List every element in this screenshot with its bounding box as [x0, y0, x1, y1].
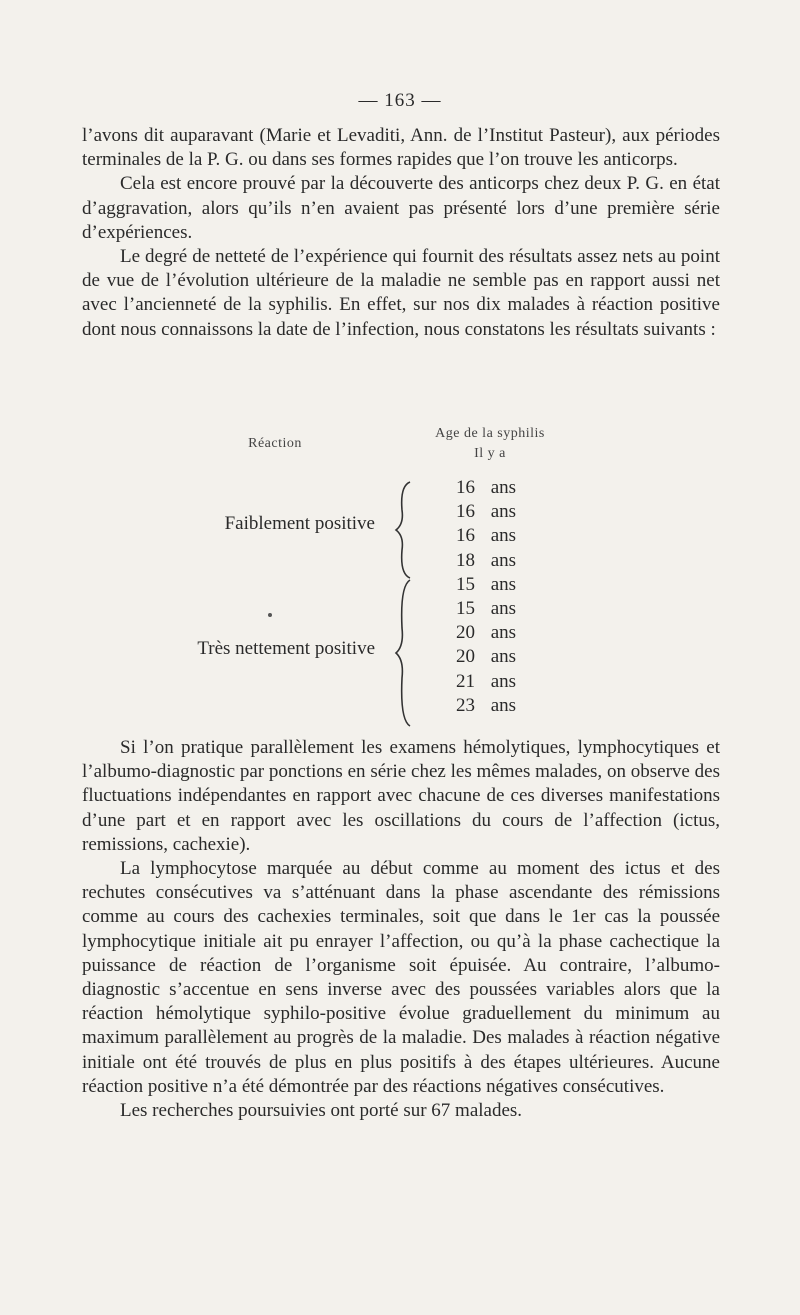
- year-value: 20: [456, 646, 475, 668]
- year-row: [456, 500, 516, 524]
- year-row: [456, 524, 516, 548]
- year-value: 18: [456, 549, 475, 571]
- year-unit: ans: [490, 670, 517, 692]
- year-row: [456, 694, 516, 718]
- brace-group1: [392, 480, 422, 580]
- years-list: [456, 476, 516, 718]
- year-unit: ans: [490, 598, 517, 620]
- year-value: 20: [456, 622, 475, 644]
- paragraph: La lymphocytose marquée au début comme au moment des ictus et des rechutes consécutives va s’atténuant dans la phase ascendante des rémissions comme au cours des cachexies terminales, soit que dans le 1er cas la poussée lymphocytique initiale ait pu enrayer l’affection, ou qu’à la phase cachectique la puissance de réaction de l’organisme soit épuisée. Au contraire, l’albumo-diagnostic s’accentue en sens inverse avec des poussées variables alors que la réaction hémolytique syphilo-positive évolue graduellement du minimum au maximum parallèlement au progrès de la maladie. Des malades à réaction négative initiale ont été trouvés de plus en plus positifs à des étapes ultérieures. Aucune réaction positive n’a été démontrée par des réactions négatives consécutives.: [82, 858, 720, 1097]
- year-value: 16: [456, 501, 475, 523]
- column-header-reaction: Réaction: [248, 436, 302, 451]
- syphilis-age-table: [0, 420, 800, 730]
- year-row: [456, 645, 516, 669]
- year-row: [456, 476, 516, 500]
- group-label-faiblement-positive: Faiblement positive: [224, 513, 375, 534]
- body-text-top: [82, 124, 720, 342]
- paragraph: Le degré de netteté de l’expérience qui fournit des résultats assez nets au point de vue de l’évolution ultérieure de la maladie ne semble pas en rapport aussi net avec l’ancienneté de la syphilis. En effet, sur nos dix malades à réaction positive dont nous connaissons la date de l’infection, nous constatons les résultats suivants :: [82, 246, 720, 340]
- year-unit: ans: [490, 646, 517, 668]
- year-unit: ans: [490, 694, 517, 716]
- column-header-age: [410, 424, 570, 464]
- year-row: [456, 573, 516, 597]
- column-header-age-line1: Age de la syphilis: [435, 426, 545, 441]
- ink-dot: [268, 613, 272, 617]
- year-value: 21: [456, 670, 475, 692]
- year-value: 23: [456, 694, 475, 716]
- page-number: — 163 —: [358, 90, 442, 111]
- paragraph: Les recherches poursuivies ont porté sur 67 malades.: [120, 1100, 523, 1122]
- year-row: [456, 670, 516, 694]
- paragraph: Si l’on pratique parallèlement les examens hémolytiques, lymphocytiques et l’albumo-diagnostic par ponctions en série chez les mêmes malades, on observe des fluctuations indépendantes en rapport avec chacune de ces diverses manifestations d’une part et en rapport avec les oscillations du cours de l’affection (ictus, remissions, cachexie).: [82, 737, 720, 855]
- paragraph: l’avons dit auparavant (Marie et Levaditi, Ann. de l’Institut Pasteur), aux périodes terminales de la P. G. ou dans ses formes rapides que l’on trouve les anticorps.: [82, 125, 720, 171]
- column-header-age-line2: Il y a: [474, 446, 506, 461]
- year-unit: ans: [490, 525, 517, 547]
- year-unit: ans: [490, 573, 517, 595]
- year-value: 15: [456, 573, 475, 595]
- year-unit: ans: [490, 622, 517, 644]
- body-text-bottom: [82, 736, 720, 1123]
- paragraph: Cela est encore prouvé par la découverte des anticorps chez deux P. G. en état d’aggravation, alors qu’ils n’en avaient pas présenté lors d’une première série d’expériences.: [82, 173, 720, 243]
- year-value: 16: [456, 477, 475, 498]
- year-row: [456, 621, 516, 645]
- brace-group2: [392, 578, 422, 728]
- group-label-tres-nettement-positive: Très nettement positive: [197, 638, 375, 659]
- year-row: [456, 597, 516, 621]
- year-value: 15: [456, 598, 475, 620]
- year-row: [456, 549, 516, 573]
- year-unit: ans: [490, 501, 517, 523]
- year-value: 16: [456, 525, 475, 547]
- year-unit: ans: [490, 477, 517, 498]
- year-unit: ans: [490, 549, 517, 571]
